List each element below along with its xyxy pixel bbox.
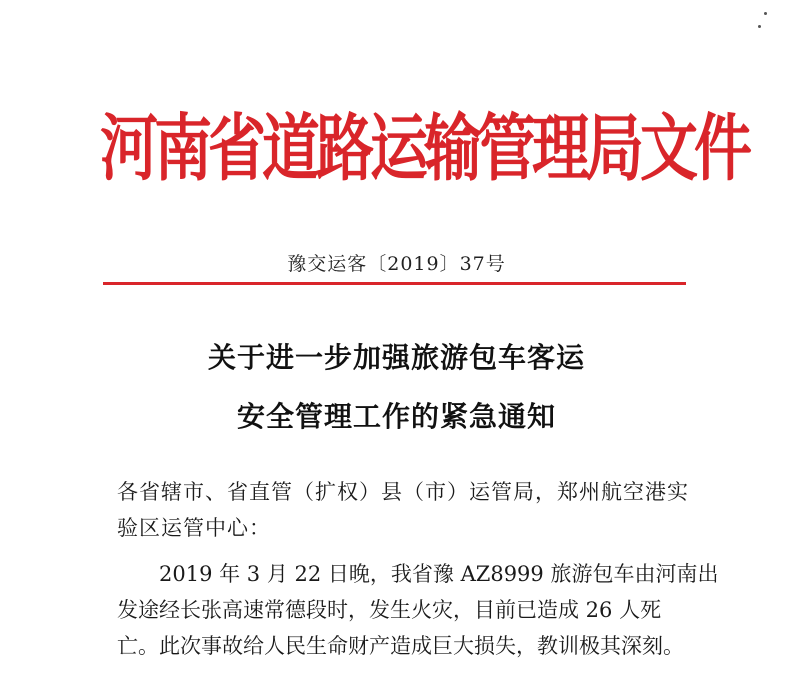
paragraph-1-line-2: 发途经长张高速常德段时，发生火灾，目前已造成 26 人死 [117,598,662,622]
red-divider-line [103,282,686,285]
document-number: 豫交运客〔2019〕37号 [287,253,506,275]
addressee-block [117,474,687,546]
document-title-line-2: 安全管理工作的紧急通知 [236,400,556,433]
scan-speck [764,12,767,15]
addressee-line-1: 各省辖市、省直管（扩权）县（市）运管局，郑州航空港实 [117,480,689,504]
addressee-line-2: 验区运管中心： [117,516,271,540]
document-title-line-1: 关于进一步加强旅游包车客运 [207,341,585,374]
document-masthead: 河南省道路运输管理局文件 [100,105,749,191]
paragraph-1-line-3: 亡。此次事故给人民生命财产造成巨大损失，教训极其深刻。 [117,634,684,658]
scan-speck [758,25,761,28]
paragraph-1-line-1: 2019 年 3 月 22 日晚，我省豫 AZ8999 旅游包车由河南出 [159,562,719,586]
body-paragraph-1 [117,556,719,664]
